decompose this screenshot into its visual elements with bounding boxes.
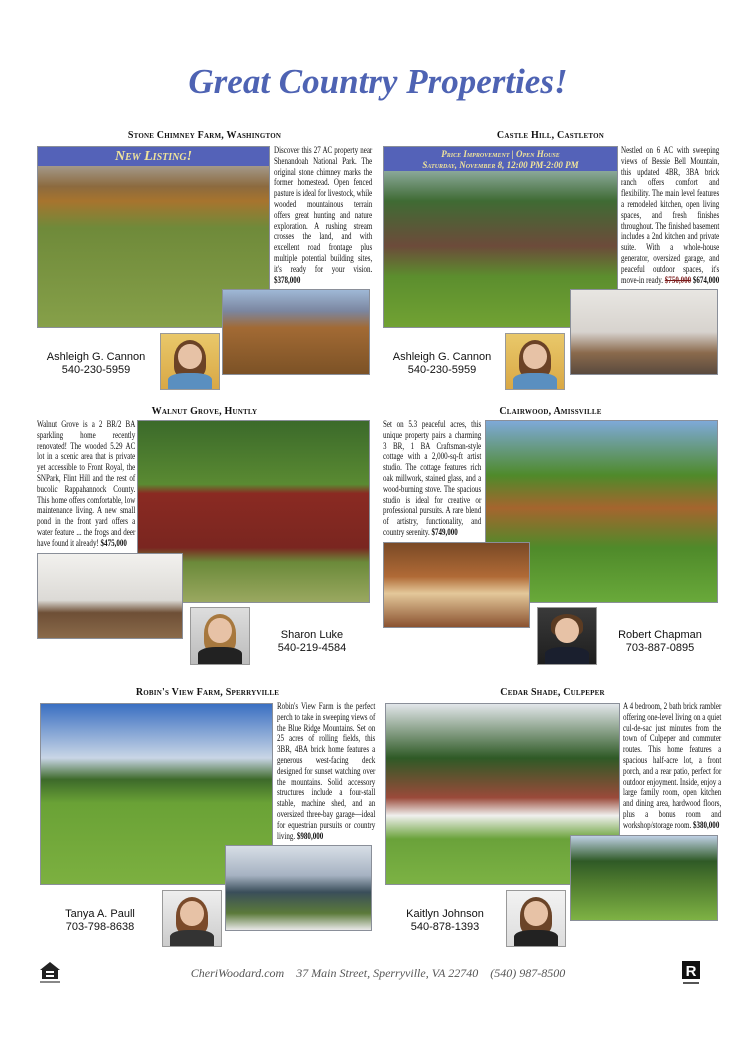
inset-photo [37,553,183,639]
agent-contact: Robert Chapman 703-887-0895 [618,629,702,654]
agent-photo [162,890,222,947]
inset-photo [570,289,718,375]
listing-description: Discover this 27 AC property near Shenandoah National Park. The original stone chimney marks the former homestead. Open fenced pasture is ideal for livestock, while wooded mountainous terrain offers great hunting and nature exploration. A rushing stream crosses the land, and with excellent road frontage plus multiple potential building sites, it's ready for your vision. $378,000 [274,145,373,285]
agent-contact: Kaitlyn Johnson 540-878-1393 [406,908,484,933]
agent-photo [160,333,220,390]
listing-description: Walnut Grove is a 2 BR/2 BA sparkling home recently renovated! The wooded 5.29 AC lot in a scenic area that is private yet accessible to Front Royal, the SNPark, Flint Hill and the rest of bucolic Rappahannock County. This home offers comfortable, low maintenance living. A new small pond in the front yard offers a water feature ... the frogs and deer have found it already! $475,000 [37,419,136,548]
listing-title: Cedar Shade, Culpeper [500,687,605,698]
listing-title: Clairwood, Amissville [499,406,602,417]
listing-description: Robin's View Farm is the perfect perch to take in sweeping views of the Blue Ridge Mountains. Set on 25 acres of rolling fields, this 3BR, 4BA brick home features a generous west-facing deck designed for sunset watching over the mountains. Solid accessory structures include a four-stall stable, machine shed, and an oversized three-bay garage—ideal for equestrian pursuits or country living. $980,000 [277,701,376,841]
listing-title: Walnut Grove, Huntly [151,406,258,417]
agent-contact: Ashleigh G. Cannon 540-230-5959 [46,351,146,376]
inset-photo [222,289,370,375]
listing-banner: Price Improvement | Open House Saturday, November 8, 12:00 PM-2:00 PM [384,147,617,171]
listing-description: Nestled on 6 AC with sweeping views of Bessie Bell Mountain, this updated 4BR, 3BA brick ranch offers comfort and flexibility. The main level features a remodeled kitchen, open living spaces, and fresh finishes throughout. The finished basement includes a 2nd kitchen and private suite. With a whole-house generator, oversized garage, and peaceful outdoor spaces, it's move-in ready. $750,000 $674,000 [621,145,720,285]
website-link[interactable]: CheriWoodard.com [190,966,285,980]
agent-photo [505,333,565,390]
svg-text:R: R [685,963,697,980]
agent-contact: Ashleigh G. Cannon 540-230-5959 [392,351,492,376]
footer-contact: CheriWoodard.com 37 Main Street, Sperryville, VA 22740 (540) 987-8500 [190,966,566,980]
agent-photo [190,607,250,665]
listing-title: Stone Chimney Farm, Washington [127,130,282,141]
agent-contact: Tanya A. Paull 703-798-8638 [65,908,135,933]
listing-title: Castle Hill, Castleton [496,130,605,141]
inset-photo [570,835,718,921]
listing-title: Robin's View Farm, Sperryville [135,687,280,698]
agent-photo [537,607,597,665]
listing-description: Set on 5.3 peaceful acres, this unique property pairs a charming 3 BR, 1 BA Craftsman-style cottage with a 2,000-sq-ft artist studio. The cottage features rich oak millwork, stained glass, and a wood-burning stove. The spacious studio is ideal for creative or professional pursuits. A rare blend of artistry, functionality, and country serenity. $749,000 [383,419,482,537]
inset-photo [225,845,372,931]
page-title: Great Country Properties! [188,62,568,101]
agent-photo [506,890,566,947]
agent-contact: Sharon Luke 540-219-4584 [277,629,347,654]
inset-photo [383,542,530,628]
listing-description: A 4 bedroom, 2 bath brick rambler offering one-level living on a quiet cul-de-sac just minutes from the town of Culpeper and commuter routes. This home features a spacious half-acre lot, a front porch, and a rear patio, perfect for outdoor enjoyment. Inside, enjoy a large family room, open kitchen and dining area, hardwood floors, plus a bonus room and workshop/storage room. $380,000 [623,701,722,830]
realtor-icon [681,960,701,986]
listing-banner: New Listing! [38,147,269,166]
